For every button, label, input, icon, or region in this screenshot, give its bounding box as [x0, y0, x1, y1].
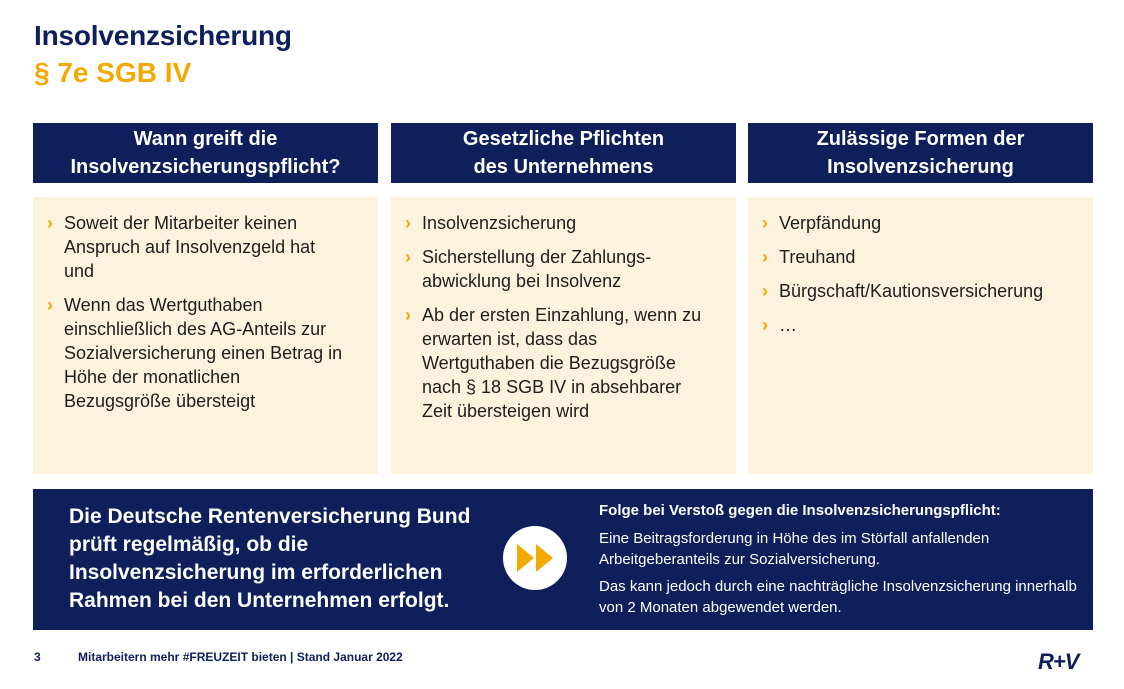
list-item	[762, 211, 1079, 235]
column-header-line: Insolvenzsicherungspflicht?	[70, 156, 341, 178]
bullet-text: Wenn das Wertguthaben einschließlich des AG-Anteils zur Sozialversicherung einen Betrag in Höhe der monatlichen Bezugsgröße übersteigt	[64, 295, 343, 411]
bullet-text: Sicherstellung der Zahlungs-abwicklung bei Insolvenz	[422, 247, 652, 291]
page-subtitle: § 7e SGB IV	[34, 57, 192, 88]
column-body-when	[33, 197, 378, 474]
list-item	[762, 245, 1079, 269]
info-banner	[33, 489, 1093, 630]
chevron-right-icon: ›	[405, 305, 411, 325]
column-body-forms	[748, 197, 1093, 474]
chevron-right-icon: ›	[47, 213, 53, 233]
bullet-text: Verpfändung	[779, 213, 882, 233]
consequence-paragraph: Das kann jedoch durch eine nachträgliche Insolvenzsicherung innerhalb von 2 Monaten abgewendet werden.	[599, 578, 1077, 616]
chevron-right-icon: ›	[762, 247, 768, 267]
chevron-right-icon: ›	[47, 295, 53, 315]
column-header-when	[33, 123, 378, 183]
chevron-right-icon: ›	[762, 315, 768, 335]
list-item	[405, 303, 712, 423]
column-header-line: Gesetzliche Pflichten	[462, 128, 665, 150]
list-item	[47, 211, 334, 283]
page-number: 3	[34, 650, 41, 664]
list-item	[762, 313, 1079, 337]
column-header-line: Wann greift die	[133, 128, 278, 150]
bullet-list	[47, 211, 364, 413]
chevron-right-icon: ›	[405, 213, 411, 233]
consequence-paragraph: Eine Beitragsforderung in Höhe des im Störfall anfallenden Arbeitgeberanteils zur Sozialversicherung.	[599, 530, 990, 568]
bullet-text: Soweit der Mitarbeiter keinen Anspruch auf Insolvenzgeld hat und	[64, 213, 316, 281]
bullet-list	[405, 211, 722, 423]
footer	[34, 650, 403, 664]
fast-forward-icon	[503, 526, 567, 590]
column-header-forms	[748, 123, 1093, 183]
consequence-heading: Folge bei Verstoß gegen die Insolvenzsicherungspflicht:	[599, 502, 1001, 519]
audit-statement: Die Deutsche Rentenversicherung Bund prüft regelmäßig, ob die Insolvenzsicherung im erforderlichen Rahmen bei den Unternehmen erfolgt.	[69, 505, 471, 612]
svg-text:R+V: R+V	[1038, 650, 1079, 672]
chevron-right-icon: ›	[762, 213, 768, 233]
column-header-line: Zulässige Formen der	[816, 128, 1025, 150]
brand-logo	[1038, 650, 1094, 677]
column-header-line: Insolvenzsicherung	[827, 156, 1014, 178]
bullet-text: Ab der ersten Einzahlung, wenn zu erwarten ist, dass das Wertguthaben die Bezugsgröße nach § 18 SGB IV in absehbarer Zeit übersteigen wird	[422, 305, 702, 421]
bullet-text: Insolvenzsicherung	[422, 213, 577, 233]
chevron-right-icon: ›	[762, 281, 768, 301]
column-header-line: des Unternehmens	[473, 156, 654, 178]
consequence-box	[599, 500, 1079, 624]
bullet-text: …	[779, 315, 797, 335]
chevron-right-icon: ›	[405, 247, 411, 267]
bullet-list	[762, 211, 1079, 337]
bullet-text: Bürgschaft/Kautionsversicherung	[779, 281, 1044, 301]
footer-text: Mitarbeitern mehr #FREUZEIT bieten | Stand Januar 2022	[78, 650, 403, 664]
bullet-text: Treuhand	[779, 247, 856, 267]
column-header-duties	[391, 123, 736, 183]
page-title: Insolvenzsicherung	[34, 20, 292, 51]
column-body-duties	[391, 197, 736, 474]
list-item	[405, 245, 677, 293]
list-item	[47, 293, 344, 413]
list-item	[762, 279, 1079, 303]
list-item	[405, 211, 722, 235]
